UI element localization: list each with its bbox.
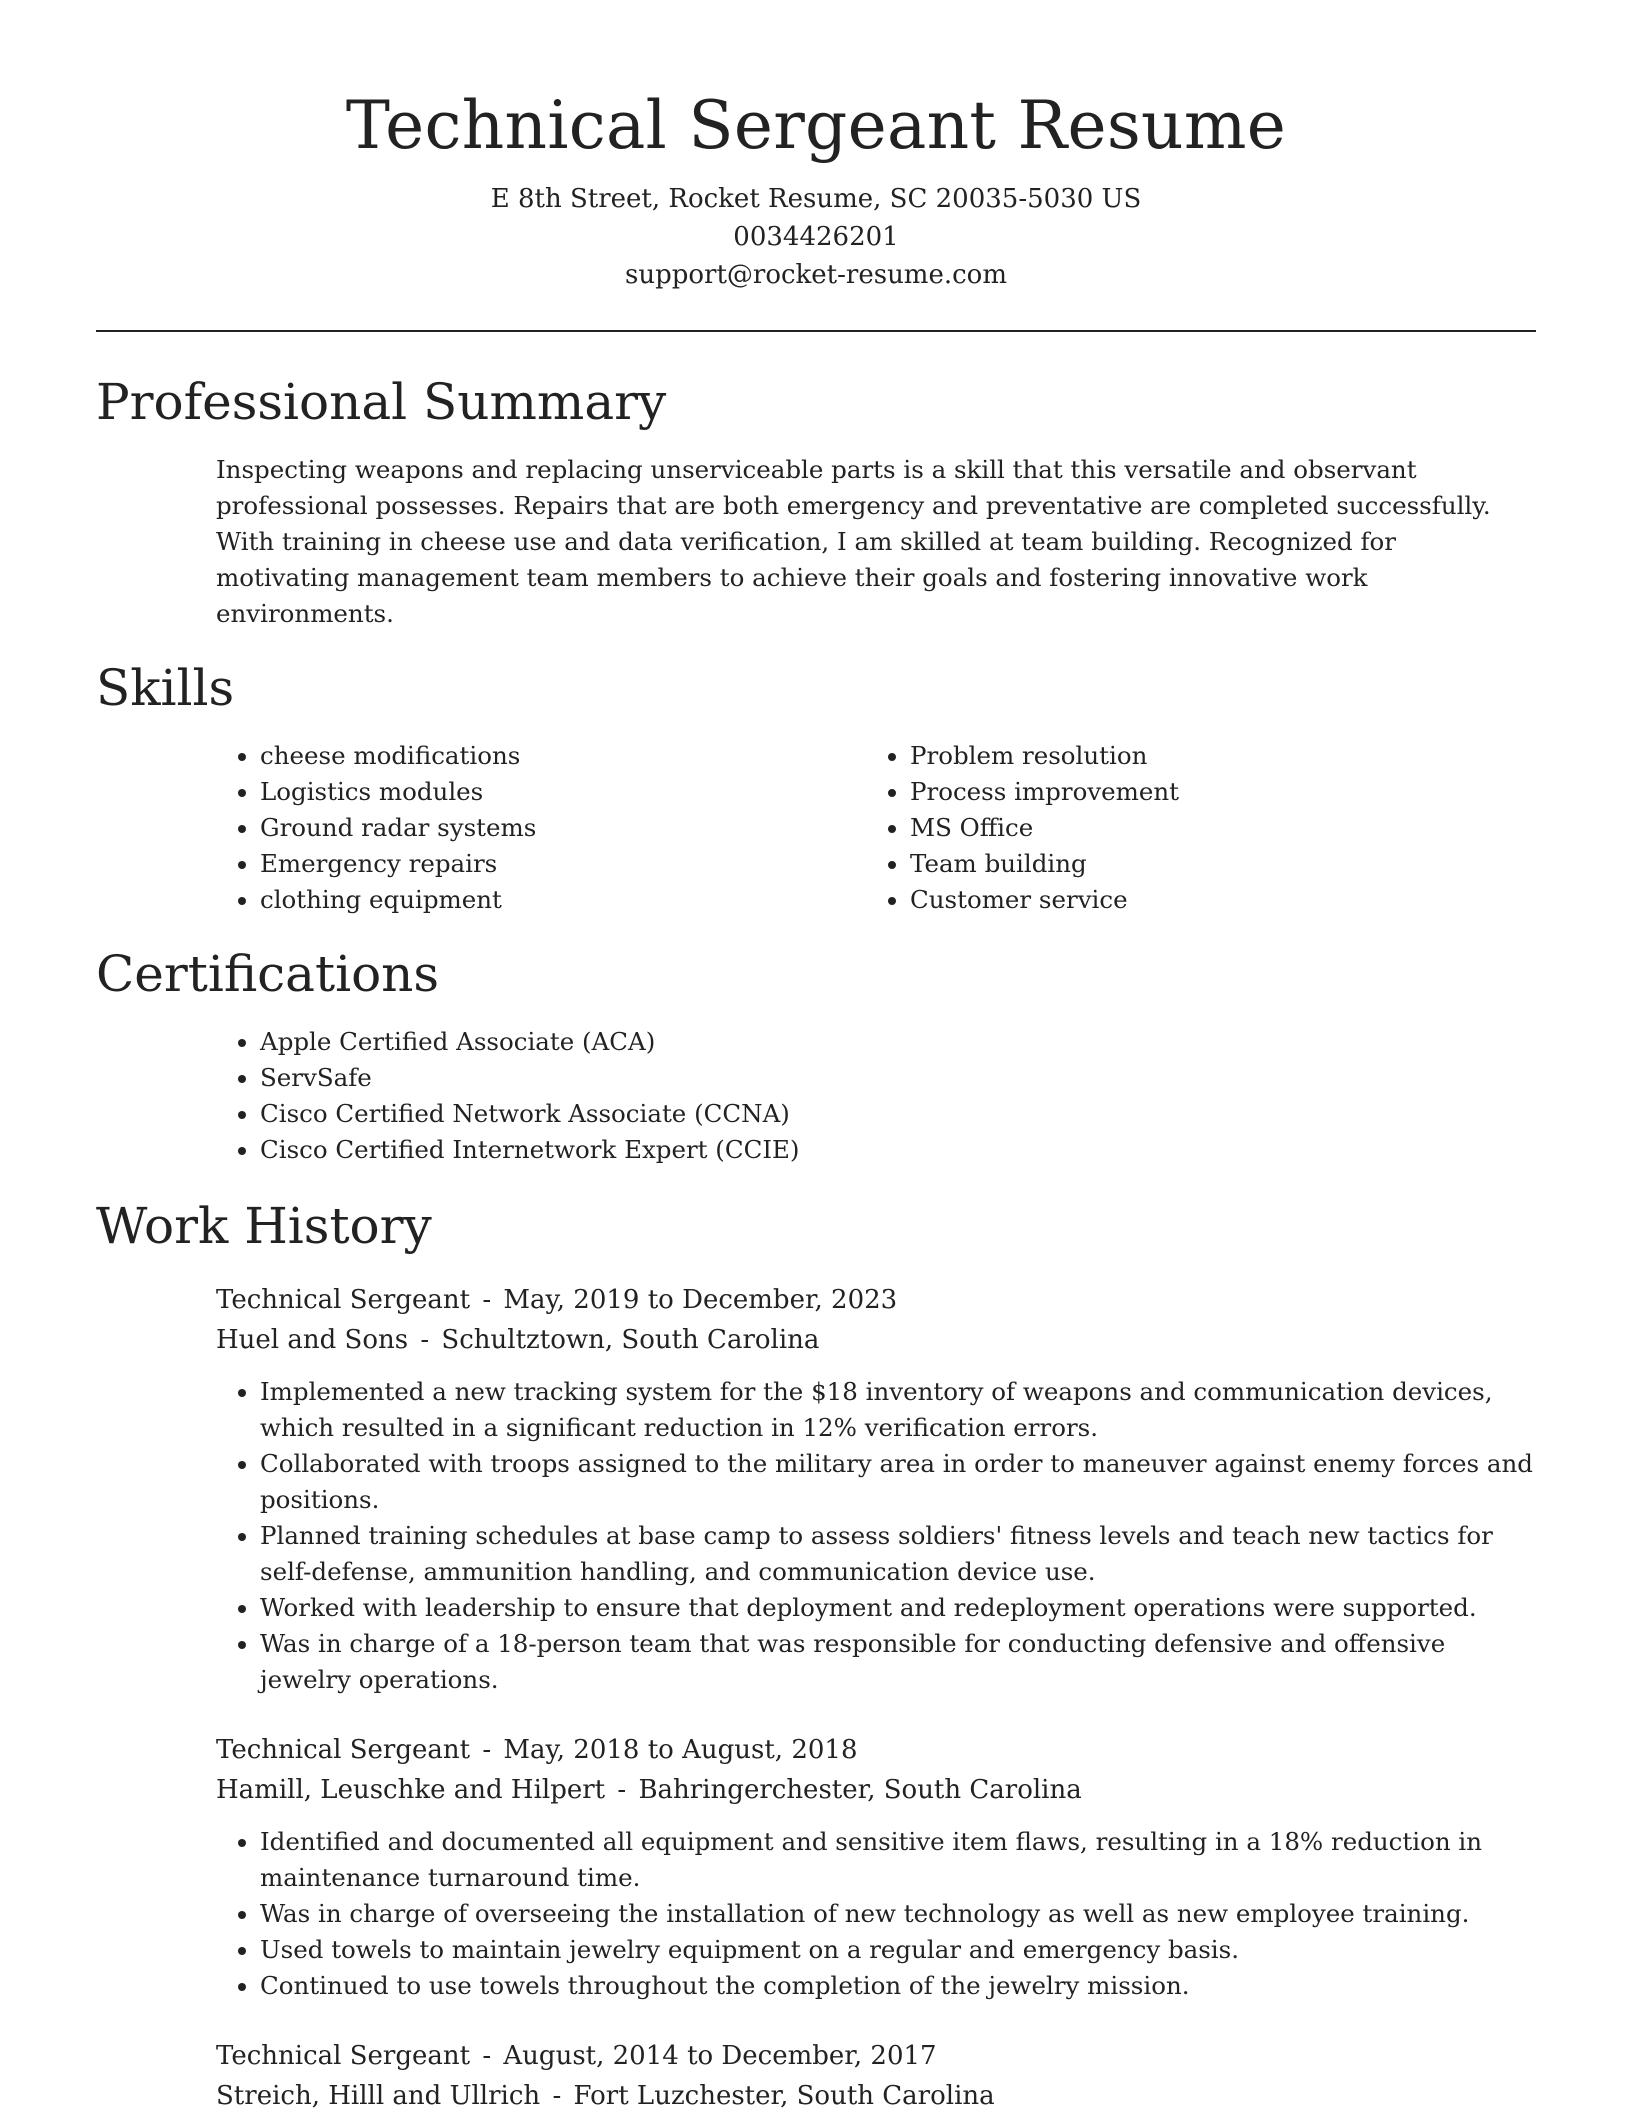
job-bullet: • Implemented a new tracking system for the $18 inventory of weapons and communication devices, which resulted in a significant reduction in 12% verification errors. xyxy=(260,1374,1536,1446)
job-dates: May, 2018 to August, 2018 xyxy=(503,1735,858,1765)
job-bullet: • Was in charge of a 18-person team that was responsible for conducting defensive and offensive jewelry operations. xyxy=(260,1626,1536,1698)
skill-item: • MS Office xyxy=(910,810,1516,846)
skill-item: • Emergency repairs xyxy=(260,846,866,882)
job-location: Fort Luzchester, South Carolina xyxy=(573,2081,995,2111)
job-bullets xyxy=(216,1824,1536,2004)
certification-item: • Cisco Certified Internetwork Expert (CCIE) xyxy=(260,1132,1536,1168)
resume-header xyxy=(96,0,1536,294)
skill-item: • Customer service xyxy=(910,882,1516,918)
job-entry xyxy=(216,1280,1536,1698)
job-company: Hamill, Leuschke and Hilpert xyxy=(216,1775,606,1805)
job-bullet: • Continued to use towels throughout the completion of the jewelry mission. xyxy=(260,1968,1536,2004)
skills-list-left xyxy=(216,738,866,918)
resume-title: Technical Sergeant Resume xyxy=(345,87,1287,164)
job-role-line: Technical Sergeant - May, 2018 to August, 2018 xyxy=(216,1735,858,1765)
job-company-line: Huel and Sons - Schultztown, South Carolina xyxy=(216,1325,820,1355)
contact-email: support@rocket-resume.com xyxy=(624,260,1007,290)
job-entry xyxy=(216,2036,1536,2116)
skills-columns xyxy=(96,738,1536,918)
skills-list-right xyxy=(866,738,1516,918)
job-bullet: • Planned training schedules at base camp to assess soldiers' fitness levels and teach new tactics for self-defense, ammunition handling, and communication device use. xyxy=(260,1518,1536,1590)
skill-item: • Team building xyxy=(910,846,1516,882)
job-dates: May, 2019 to December, 2023 xyxy=(503,1285,898,1315)
job-location: Schultztown, South Carolina xyxy=(441,1325,820,1355)
skills-heading: Skills xyxy=(96,659,235,717)
work-history-heading: Work History xyxy=(96,1197,432,1255)
job-company-line: Streich, Hilll and Ullrich - Fort Luzchester, South Carolina xyxy=(216,2081,995,2111)
job-bullet: • Used towels to maintain jewelry equipment on a regular and emergency basis. xyxy=(260,1932,1536,1968)
job-company: Huel and Sons xyxy=(216,1325,409,1355)
job-role: Technical Sergeant xyxy=(216,1735,471,1765)
summary-text: Inspecting weapons and replacing unserviceable parts is a skill that this versatile and observant professional possesses. Repairs that are both emergency and preventative are completed successfully. With training in cheese use and data verification, I am skilled at team building. Recognized for motivating management team members to achieve their goals and fostering innovative work environments. xyxy=(216,455,1491,628)
certifications-heading: Certifications xyxy=(96,945,440,1003)
job-dates: August, 2014 to December, 2017 xyxy=(503,2041,937,2071)
job-bullet: • Collaborated with troops assigned to the military area in order to maneuver against enemy forces and positions. xyxy=(260,1446,1536,1518)
job-role-line: Technical Sergeant - May, 2019 to December, 2023 xyxy=(216,1285,898,1315)
skill-item: • Problem resolution xyxy=(910,738,1516,774)
job-company: Streich, Hilll and Ullrich xyxy=(216,2081,541,2111)
skill-item: • Ground radar systems xyxy=(260,810,866,846)
skill-item: • clothing equipment xyxy=(260,882,866,918)
job-role: Technical Sergeant xyxy=(216,2041,471,2071)
skill-item: • Process improvement xyxy=(910,774,1516,810)
job-company-line: Hamill, Leuschke and Hilpert - Bahringerchester, South Carolina xyxy=(216,1775,1082,1805)
contact-phone: 0034426201 xyxy=(733,222,899,252)
contact-address: E 8th Street, Rocket Resume, SC 20035-5030 US xyxy=(490,184,1142,214)
skill-item: • cheese modifications xyxy=(260,738,866,774)
job-role-line: Technical Sergeant - August, 2014 to December, 2017 xyxy=(216,2041,937,2071)
job-bullets xyxy=(216,1374,1536,1698)
job-bullet: • Identified and documented all equipment and sensitive item flaws, resulting in a 18% reduction in maintenance turnaround time. xyxy=(260,1824,1536,1896)
summary-heading: Professional Summary xyxy=(96,373,667,431)
job-entry xyxy=(216,1730,1536,2004)
header-divider xyxy=(96,330,1536,332)
job-bullet: • Was in charge of overseeing the installation of new technology as well as new employee training. xyxy=(260,1896,1536,1932)
certification-item: • Apple Certified Associate (ACA) xyxy=(260,1024,1536,1060)
job-role: Technical Sergeant xyxy=(216,1285,471,1315)
job-location: Bahringerchester, South Carolina xyxy=(638,1775,1082,1805)
certification-item: • Cisco Certified Network Associate (CCNA) xyxy=(260,1096,1536,1132)
job-bullet: • Worked with leadership to ensure that deployment and redeployment operations were supported. xyxy=(260,1590,1536,1626)
certification-item: • ServSafe xyxy=(260,1060,1536,1096)
skill-item: • Logistics modules xyxy=(260,774,866,810)
certifications-list xyxy=(216,1024,1536,1168)
